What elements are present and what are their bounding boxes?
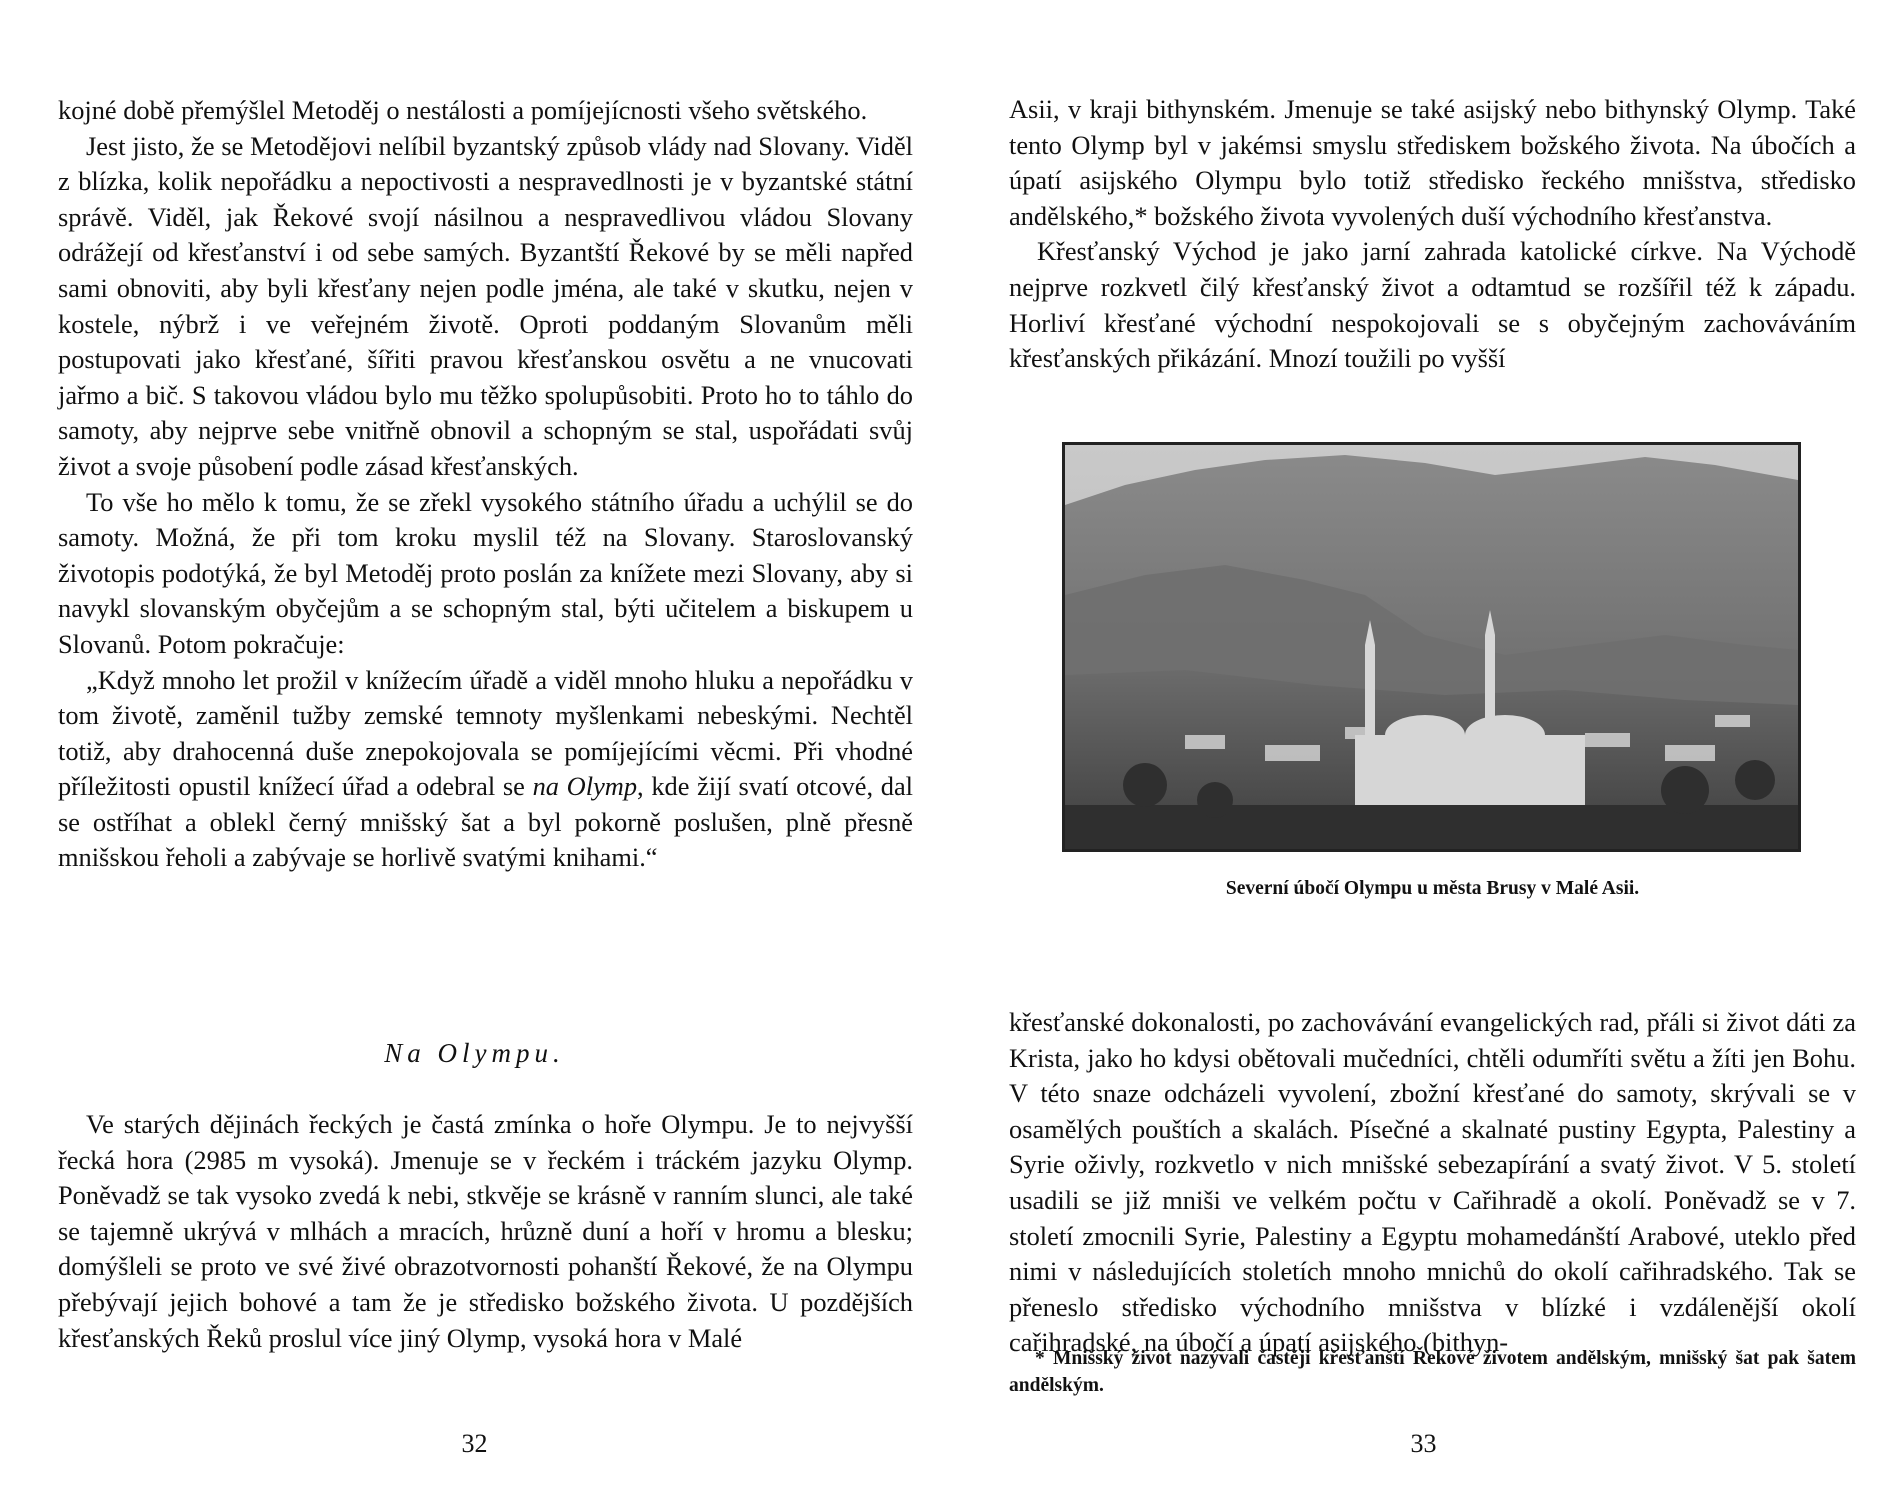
right-page-bottom-text — [1009, 1005, 1856, 1361]
paragraph: Křesťanský Východ je jako jarní zahrada katolické církve. Na Východě nejprve rozkvetl čilý křesťanský život a odtamtud se rozšířil též k západu. Horliví křesťané východní nespokojovali se s obyčejným zachováváním křesťanských přikázání. Mnozí toužili po vyšší — [1009, 236, 1856, 374]
page-number: 32 — [461, 1429, 488, 1458]
olympus-landscape-image — [1065, 445, 1798, 849]
paragraph: křesťanské dokonalosti, po zachovávání evangelických rad, přáli si život dáti za Krista, jako ho kdysi obětovali mučedníci, chtěli odumříti světu a žíti jen Bohu. V této snaze odcházeli vyvolení, zbožní křesťané do samoty, skrývali se v osamělých pouštích a skalách. Písečné a skalnaté pustiny Egypta, Palestiny a Syrie oživly, rozkvetlo v nich mnišské sebezapírání a svatý život. V 5. století usadili se již mniši ve velkém počtu v Cařihradě a okolí. Poněvadž se v 7. století zmocnili Syrie, Palestiny a Egyptu mohamedánští Arabové, uteklo před nimi v následujících stoletích mnoho mnichů do okolí cařihradského. Tak se přeneslo středisko východního mnišstva v blízké i vzdálenější okolí cařihradské, na úbočí a úpatí asijského (bithyn- — [1009, 1007, 1856, 1358]
right-page-top-text — [1009, 92, 1856, 377]
paragraph: Asii, v kraji bithynském. Jmenuje se také asijský nebo bithynský Olymp. Také tento Olymp byl v jakémsi smyslu střediskem božského života. Na úbočích a úpatí asijského Olympu bylo totiž středisko řeckého mnišstva, středisko andělského,* božského života vyvolených duší východního křesťanstva. — [1009, 94, 1856, 231]
quote-paragraph — [58, 663, 913, 877]
footnote-text: * Mnišský život nazývali častěji křesťanští Řekové životem andělským, mnišský šat pak šatem andělským. — [1009, 1348, 1856, 1396]
footnote — [1009, 1345, 1856, 1399]
quote-text: , kde žijí svatí otcové, dal se ostříhat a oblekl černý mnišský šat a byl pokorně poslušen, plně přesně mnišskou řeholi a zabývaje se horlivě svatými knihami.“ — [58, 771, 913, 873]
section-heading: Na Olympu. — [384, 1038, 565, 1068]
paragraph: Ve starých dějinách řeckých je častá zmínka o hoře Olympu. Je to nejvyšší řecká hora (2985 m vysoká). Jmenuje se v řeckém i tráckém jazyku Olymp. Poněvadž se tak vysoko zvedá k nebi, stkvěje se krásně v ranním slunci, ale také se tajemně ukrývá v mlhách a mracích, hrůzně duní a hoří v hromu a blesku; domýšleli se proto ve své živé obrazotvornosti pohanští Řekové, že na Olympu přebývají jejich bohové a tam že je středisko božského života. U pozdějších křesťanských Řeků proslul více jiný Olymp, vysoká hora v Malé — [58, 1109, 913, 1353]
paragraph: kojné době přemýšlel Metoděj o nestálosti a pomíjejícnosti všeho světského. — [58, 95, 868, 125]
olympus-photo — [1062, 442, 1801, 852]
left-page-bottom-text — [58, 1107, 913, 1356]
left-page-top-text — [58, 93, 913, 876]
paragraph: Jest jisto, že se Metodějovi nelíbil byzantský způsob vlády nad Slovany. Viděl z blízka, kolik nepořádku a nepoctivosti a nespravedlnosti je v byzantské státní správě. Viděl, jak Řekové svojí násilnou a nespravedlivou vládou Slovany odrážejí od křesťanství i od sebe samých. Byzantští Řekové by se měli napřed sami obnoviti, aby byli křesťany nejen podle jména, ale také v skutku, nejen v kostele, nýbrž i ve veřejném životě. Oproti poddaným Slovanům měli postupovati jako křesťané, šířiti pravou křesťanskou osvětu a ne vnucovati jařmo a bič. S takovou vládou bylo mu těžko spolupůsobiti. Proto ho to táhlo do samoty, aby nejprve sebe vnitřně obnovil a schopným se stal, uspořádati svůj život a svoje působení podle zásad křesťanských. — [58, 130, 913, 481]
quote-text: „Když mnoho let prožil v knížecím úřadě a viděl mnoho hluku a nepořádku v tom životě, zaměnil tužby zemské temnoty myšlenkami nebeskými. Nechtěl totiž, aby drahocenná duše znepokojovala se pomíjejícími věcmi. Při vhodné příležitosti opustil knížecí úřad a odebral se — [58, 664, 913, 802]
quote-italic-text: na Olymp — [532, 771, 638, 802]
right-page — [949, 0, 1898, 1500]
photo-caption: Severní úbočí Olympu u města Brusy v Malé Asii. — [1225, 878, 1640, 899]
paragraph: To vše ho mělo k tomu, že se zřekl vysokého státního úřadu a uchýlil se do samoty. Možná, že při tom kroku myslil též na Slovany. Staroslovanský životopis podotýká, že byl Metoděj proto poslán za knížete mezi Slovany, aby si navykl slovanským obyčejům a se schopným stal, býti učitelem a biskupem u Slovanů. Potom pokračuje: — [58, 486, 913, 659]
page-number: 33 — [1410, 1429, 1437, 1458]
